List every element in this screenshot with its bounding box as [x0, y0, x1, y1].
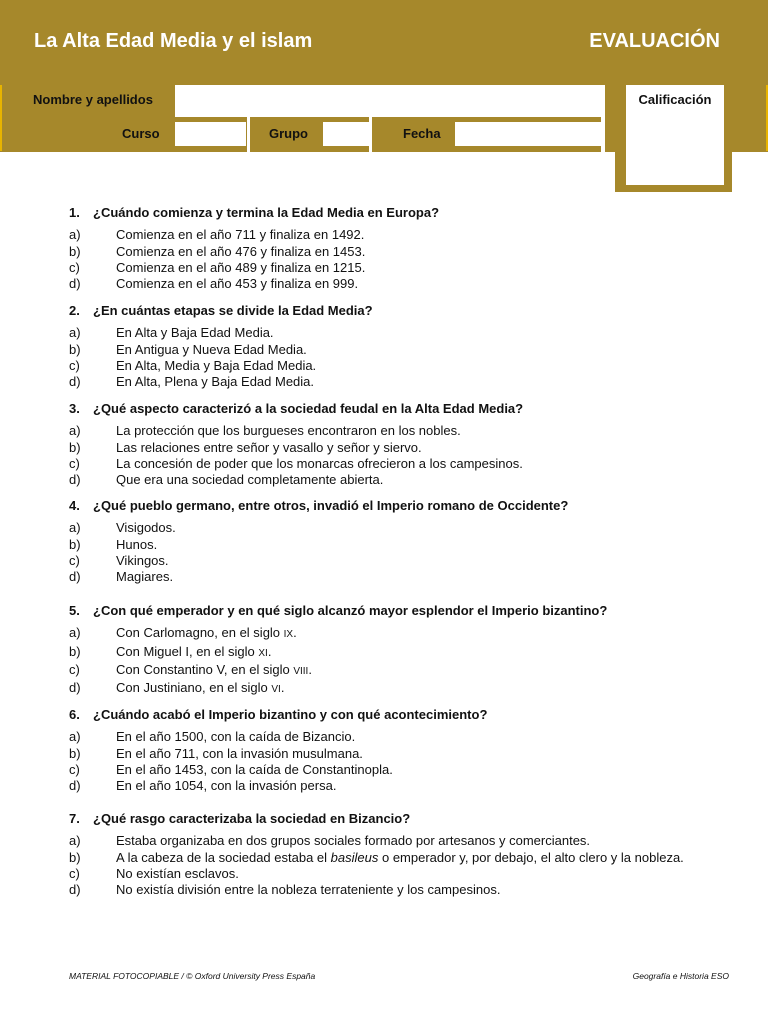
option-text-main: La concesión de poder que los monarcas ofrecieron a los campesinos.	[116, 455, 523, 471]
option-text-main: Con Constantino V, en el siglo	[116, 661, 294, 677]
answer-option[interactable]	[69, 456, 729, 472]
option-text-end: .	[308, 661, 312, 677]
option-text	[116, 358, 729, 374]
page-title: La Alta Edad Media y el islam	[34, 30, 313, 52]
option-text-main: Comienza en el año 489 y finaliza en 1215.	[116, 259, 366, 275]
option-text-main: Comienza en el año 476 y finaliza en 1453.	[116, 243, 366, 259]
answer-option[interactable]	[69, 569, 729, 585]
option-text	[116, 374, 729, 390]
divider	[247, 117, 250, 152]
course-field[interactable]	[175, 122, 246, 146]
century-numeral: IX	[283, 629, 294, 641]
option-text	[116, 325, 729, 341]
answer-option[interactable]	[69, 244, 729, 260]
option-letter: d)	[69, 882, 81, 898]
answer-option[interactable]	[69, 662, 729, 680]
name-field[interactable]	[175, 85, 605, 117]
option-letter: a)	[69, 729, 81, 745]
option-text-main: Estaba organizaba en dos grupos sociales formado por artesanos y comerciantes.	[116, 833, 591, 849]
option-text-main: No existía división entre la nobleza terrateniente y los campesinos.	[116, 882, 501, 898]
answer-option[interactable]	[69, 746, 729, 762]
option-text	[116, 569, 729, 585]
option-text-main: En Alta y Baja Edad Media.	[116, 325, 274, 341]
divider	[601, 117, 605, 152]
question-number: 2.	[69, 303, 80, 318]
question-number: 1.	[69, 205, 80, 220]
option-text	[116, 553, 729, 569]
answer-option[interactable]	[69, 680, 729, 698]
option-text	[116, 644, 729, 662]
option-text-end: .	[267, 643, 272, 659]
question-text: ¿Cuándo comienza y termina la Edad Media en Europa?	[93, 205, 440, 220]
option-letter: a)	[69, 833, 81, 849]
answer-option[interactable]	[69, 537, 729, 553]
option-text-main: En el año 711, con la invasión musulmana.	[116, 745, 363, 761]
option-text-main: En Alta, Media y Baja Edad Media.	[116, 357, 317, 373]
name-label: Nombre y apellidos	[33, 92, 153, 107]
option-text	[116, 456, 729, 472]
option-letter: b)	[69, 536, 81, 552]
option-text	[116, 472, 729, 488]
option-text	[116, 729, 729, 745]
question-heading	[69, 811, 729, 827]
question-heading	[69, 205, 729, 221]
question-text: ¿Cuándo acabó el Imperio bizantino y con qué acontecimiento?	[93, 707, 488, 722]
option-text-main: Que era una sociedad completamente abierta.	[116, 472, 384, 488]
option-text-main: En el año 1500, con la caída de Bizancio.	[116, 729, 356, 745]
group-field[interactable]	[323, 122, 369, 146]
answer-option[interactable]	[69, 276, 729, 292]
option-text-end: .	[293, 625, 297, 641]
century-numeral: VIII	[293, 665, 309, 677]
answer-option[interactable]	[69, 762, 729, 778]
answer-option[interactable]	[69, 472, 729, 488]
answer-option[interactable]	[69, 625, 729, 643]
option-letter: b)	[69, 849, 81, 865]
date-label: Fecha	[403, 126, 441, 141]
question-number: 5.	[69, 603, 80, 618]
question	[69, 811, 729, 898]
answer-option[interactable]	[69, 325, 729, 341]
option-text-main: En Alta, Plena y Baja Edad Media.	[116, 374, 315, 390]
option-letter: d)	[69, 374, 81, 390]
answer-option[interactable]	[69, 440, 729, 456]
question-heading	[69, 498, 729, 514]
option-text-main: Magiares.	[116, 569, 174, 585]
option-text-main: Comienza en el año 711 y finaliza en 1492.	[116, 227, 365, 243]
grade-label: Calificación	[638, 92, 712, 107]
option-letter: c)	[69, 761, 80, 777]
answer-option[interactable]	[69, 374, 729, 390]
century-numeral: XI	[258, 647, 268, 659]
emphasized-term: basileus	[330, 849, 379, 865]
option-text-main: La protección que los burgueses encontraron en los nobles.	[116, 423, 461, 439]
evaluation-tag: EVALUACIÓN	[589, 30, 720, 52]
option-text-end: .	[280, 680, 285, 696]
option-letter: a)	[69, 227, 81, 243]
footer-copyright: MATERIAL FOTOCOPIABLE / © Oxford University Press España	[69, 971, 316, 981]
option-letter: d)	[69, 276, 81, 292]
option-text-main: Con Justiniano, en el siglo	[116, 680, 272, 696]
question-text: ¿Qué rasgo caracterizaba la sociedad en Bizancio?	[93, 811, 411, 826]
option-text-main: Las relaciones entre señor y vasallo y señor y siervo.	[116, 439, 422, 455]
option-text	[116, 276, 729, 292]
answer-option[interactable]	[69, 227, 729, 243]
option-text-main: Vikingos.	[116, 552, 169, 568]
option-text	[116, 833, 729, 849]
option-letter: d)	[69, 680, 81, 696]
option-text	[116, 342, 729, 358]
option-text	[116, 423, 729, 439]
option-text	[116, 882, 729, 898]
option-letter: c)	[69, 865, 80, 881]
option-letter: c)	[69, 661, 80, 677]
option-text	[116, 680, 729, 698]
answer-option[interactable]	[69, 520, 729, 536]
option-letter: c)	[69, 357, 80, 373]
option-letter: b)	[69, 745, 81, 761]
question-heading	[69, 401, 729, 417]
question	[69, 303, 729, 390]
answer-option[interactable]	[69, 833, 729, 849]
question-text: ¿En cuántas etapas se divide la Edad Media?	[93, 303, 373, 318]
question	[69, 707, 729, 794]
option-text-main: En el año 1054, con la invasión persa.	[116, 778, 337, 794]
question-number: 3.	[69, 401, 80, 416]
option-text-end: o emperador y, por debajo, el alto clero y la nobleza.	[378, 849, 684, 865]
answer-option[interactable]	[69, 729, 729, 745]
question-text: ¿Con qué emperador y en qué siglo alcanzó mayor esplendor el Imperio bizantino?	[93, 603, 608, 618]
question-heading	[69, 707, 729, 723]
option-letter: a)	[69, 625, 81, 641]
option-text	[116, 537, 729, 553]
option-letter: b)	[69, 439, 81, 455]
option-letter: c)	[69, 455, 80, 471]
option-letter: b)	[69, 341, 81, 357]
option-text	[116, 746, 729, 762]
option-text	[116, 227, 729, 243]
answer-option[interactable]	[69, 644, 729, 662]
answer-option[interactable]	[69, 882, 729, 898]
option-text-main: A la cabeza de la sociedad estaba el	[116, 849, 331, 865]
option-text	[116, 850, 729, 866]
option-text-main: Con Carlomagno, en el siglo	[116, 625, 284, 641]
option-letter: b)	[69, 243, 81, 259]
answer-option[interactable]	[69, 553, 729, 569]
option-text-main: Con Miguel I, en el siglo	[116, 643, 259, 659]
century-numeral: VI	[271, 684, 281, 696]
answer-option[interactable]	[69, 850, 729, 866]
question-number: 7.	[69, 811, 80, 826]
option-text	[116, 260, 729, 276]
course-label: Curso	[122, 126, 160, 141]
question-text: ¿Qué pueblo germano, entre otros, invadió el Imperio romano de Occidente?	[93, 498, 569, 513]
question	[69, 401, 729, 488]
answer-option[interactable]	[69, 342, 729, 358]
option-text-main: Visigodos.	[116, 520, 176, 536]
option-text	[116, 520, 729, 536]
answer-option[interactable]	[69, 778, 729, 794]
option-letter: c)	[69, 552, 80, 568]
option-text	[116, 625, 729, 643]
option-letter: d)	[69, 778, 81, 794]
option-text	[116, 778, 729, 794]
option-text	[116, 662, 729, 680]
answer-option[interactable]	[69, 866, 729, 882]
option-text-main: Hunos.	[116, 536, 158, 552]
option-text	[116, 244, 729, 260]
option-letter: b)	[69, 643, 81, 659]
option-letter: a)	[69, 325, 81, 341]
footer-subject: Geografía e Historia ESO	[632, 971, 729, 981]
question	[69, 498, 729, 585]
option-text-main: En el año 1453, con la caída de Constantinopla.	[116, 761, 393, 777]
option-text-main: No existían esclavos.	[116, 865, 239, 881]
question-number: 6.	[69, 707, 80, 722]
group-label: Grupo	[269, 126, 308, 141]
answer-option[interactable]	[69, 358, 729, 374]
question	[69, 205, 729, 292]
option-text-main: En Antigua y Nueva Edad Media.	[116, 341, 307, 357]
option-text	[116, 440, 729, 456]
header-edge	[0, 85, 2, 151]
divider	[369, 117, 372, 152]
question-number: 4.	[69, 498, 80, 513]
option-letter: c)	[69, 259, 80, 275]
question-heading	[69, 303, 729, 319]
option-letter: d)	[69, 569, 81, 585]
date-field[interactable]	[455, 122, 601, 146]
option-text-main: Comienza en el año 453 y finaliza en 999.	[116, 276, 359, 292]
option-letter: a)	[69, 423, 81, 439]
option-letter: a)	[69, 520, 81, 536]
option-text	[116, 762, 729, 778]
question-heading	[69, 603, 729, 619]
answer-option[interactable]	[69, 423, 729, 439]
question	[69, 603, 729, 698]
answer-option[interactable]	[69, 260, 729, 276]
option-text	[116, 866, 729, 882]
question-text: ¿Qué aspecto caracterizó a la sociedad feudal en la Alta Edad Media?	[93, 401, 524, 416]
option-letter: d)	[69, 472, 81, 488]
